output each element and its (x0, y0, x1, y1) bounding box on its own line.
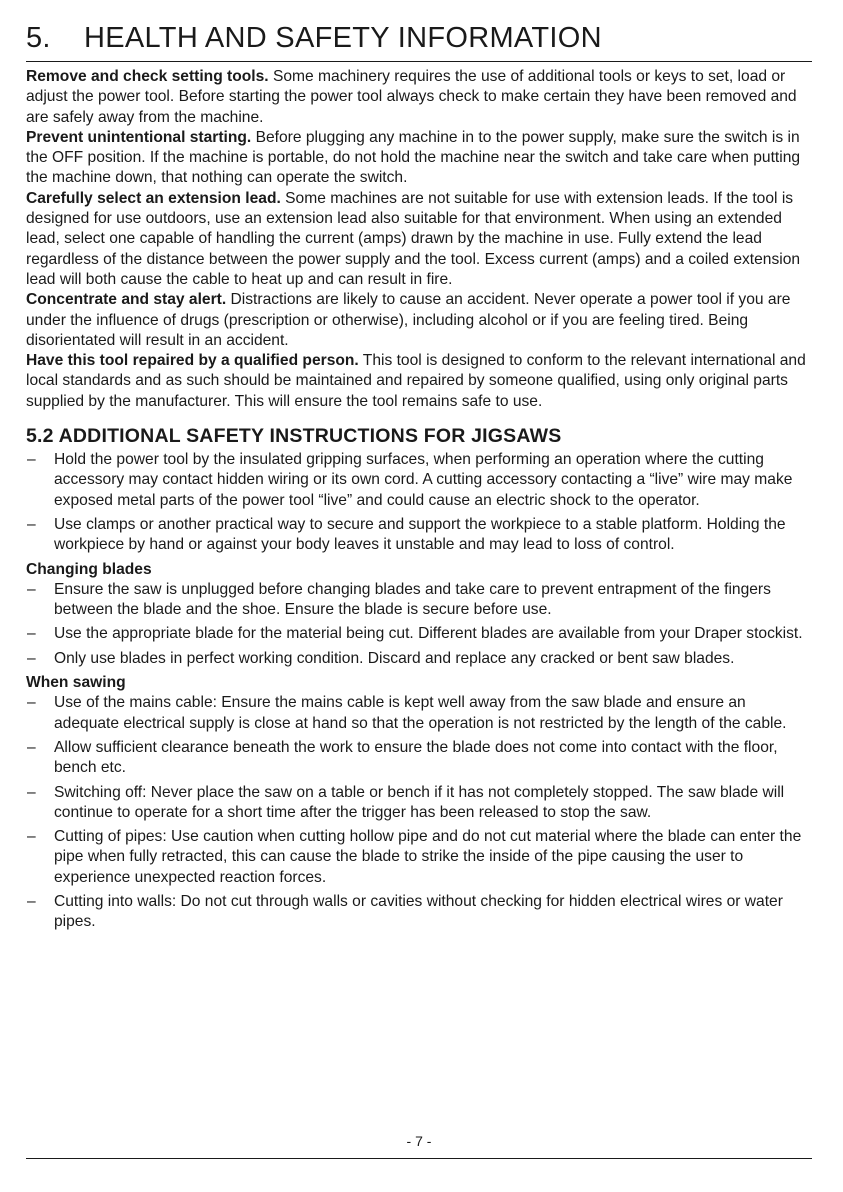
paragraph-heading: Have this tool repaired by a qualified person. (26, 352, 359, 370)
content (26, 67, 814, 937)
list-item (26, 693, 814, 734)
jigsaw-instructions-list (26, 450, 814, 555)
subheading-changing-blades: Changing blades (26, 560, 152, 578)
list-item (26, 624, 814, 644)
paragraph-text: Distractions are likely to cause an accident. Never operate a power tool if you are under the influence of drugs (prescription or otherwise), including alcohol or if you are feeling tired. Being disorientated will result in an accident. (26, 291, 791, 349)
paragraph-heading: Concentrate and stay alert. (26, 291, 227, 309)
paragraph-setting-tools (26, 67, 814, 128)
dash-bullet: – (27, 580, 36, 598)
list-item-text: Allow sufficient clearance beneath the work to ensure the blade does not come into contact with the floor, bench etc. (54, 738, 778, 777)
list-item (26, 892, 814, 933)
paragraph-text: Some machines are not suitable for use with extension leads. If the tool is designed for use outdoors, use an extension lead also suitable for that environment. When using an extended lead, select one capable of handling the current (amps) drawn by the machine in use. Fully extend the lead regardless of the distance between the power supply and the tool. Excess current (amps) and a coiled extension lead will both cause the cable to heat up and can result in fire. (26, 189, 801, 288)
dash-bullet: – (27, 892, 36, 910)
dash-bullet: – (27, 451, 36, 469)
dash-bullet: – (27, 694, 36, 712)
paragraph-text: This tool is designed to conform to the relevant international and local standards and as such should be maintained and repaired by someone qualified, using only original parts supplied by the manufacturer. This will ensure the tool remains safe to use. (26, 352, 806, 410)
list-item (26, 783, 814, 824)
paragraph-heading: Prevent unintentional starting. (26, 128, 252, 146)
dash-bullet: – (27, 515, 36, 533)
list-item-text: Switching off: Never place the saw on a table or bench if it has not completely stopped. The saw blade will continue to operate for a short time after the trigger has been released to stop the saw. (54, 783, 785, 821)
dash-bullet: – (27, 649, 36, 667)
list-item (26, 450, 814, 511)
section-title: HEALTH AND SAFETY INFORMATION (84, 22, 602, 54)
list-item-text: Cutting of pipes: Use caution when cutting hollow pipe and do not cut material where the blade can enter the pipe when fully retracted, this can cause the blade to strike the inside of the pipe causing the user to experience unexpected reaction forces. (54, 828, 802, 886)
paragraph-unintentional-starting (26, 128, 814, 189)
list-item-text: Cutting into walls: Do not cut through walls or cavities without checking for hidden electrical wires or water pipes. (54, 892, 783, 931)
paragraph-stay-alert (26, 290, 814, 351)
paragraph-heading: Carefully select an extension lead. (26, 189, 281, 207)
list-item (26, 827, 814, 888)
when-sawing-list (26, 693, 814, 932)
list-item-text: Ensure the saw is unplugged before changing blades and take care to prevent entrapment of the fingers between the blade and the shoe. Ensure the blade is secure before use. (54, 580, 771, 619)
list-item (26, 580, 814, 621)
list-item-text: Use the appropriate blade for the material being cut. Different blades are available from your Draper stockist. (54, 625, 803, 643)
paragraph-text: Some machinery requires the use of additional tools or keys to set, load or adjust the power tool. Before starting the power tool always check to make certain they have been removed and are safely away from the machine. (26, 68, 797, 126)
dash-bullet: – (27, 625, 36, 643)
list-item (26, 738, 814, 779)
list-item (26, 649, 814, 669)
subheading-when-sawing: When sawing (26, 674, 126, 692)
subsection-title-jigsaws: 5.2 ADDITIONAL SAFETY INSTRUCTIONS FOR JIGSAWS (26, 425, 562, 448)
list-item (26, 515, 814, 556)
section-number: 5. (26, 22, 51, 54)
changing-blades-list (26, 580, 814, 669)
list-item-text: Only use blades in perfect working condition. Discard and replace any cracked or bent saw blades. (54, 649, 735, 667)
paragraph-text: Before plugging any machine in to the power supply, make sure the switch is in the OFF position. If the machine is portable, do not hold the machine near the switch and take care when putting the machine down, that nothing can operate the switch. (26, 128, 801, 187)
page-title (26, 20, 812, 56)
paragraph-extension-lead (26, 189, 814, 290)
dash-bullet: – (27, 828, 36, 846)
footer-rule (26, 1158, 812, 1159)
paragraph-repair (26, 351, 814, 412)
page-number: - 7 - (406, 1133, 432, 1149)
list-item-text: Hold the power tool by the insulated gripping surfaces, when performing an operation where the cutting accessory may contact hidden wiring or its own cord. A cutting accessory contacting a “live” wire may make exposed metal parts of the power tool “live” and could cause an electric shock to the operator. (54, 451, 793, 509)
dash-bullet: – (27, 738, 36, 756)
header-rule (26, 61, 812, 62)
dash-bullet: – (27, 783, 36, 801)
list-item-text: Use clamps or another practical way to secure and support the workpiece to a stable platform. Holding the workpiece by hand or against your body leaves it unstable and may lead to loss of control. (54, 515, 786, 554)
list-item-text: Use of the mains cable: Ensure the mains cable is kept well away from the saw blade and ensure an adequate electrical supply is close at hand so that the operation is not restricted by the length of the cable. (54, 694, 787, 732)
paragraph-heading: Remove and check setting tools. (26, 68, 269, 85)
